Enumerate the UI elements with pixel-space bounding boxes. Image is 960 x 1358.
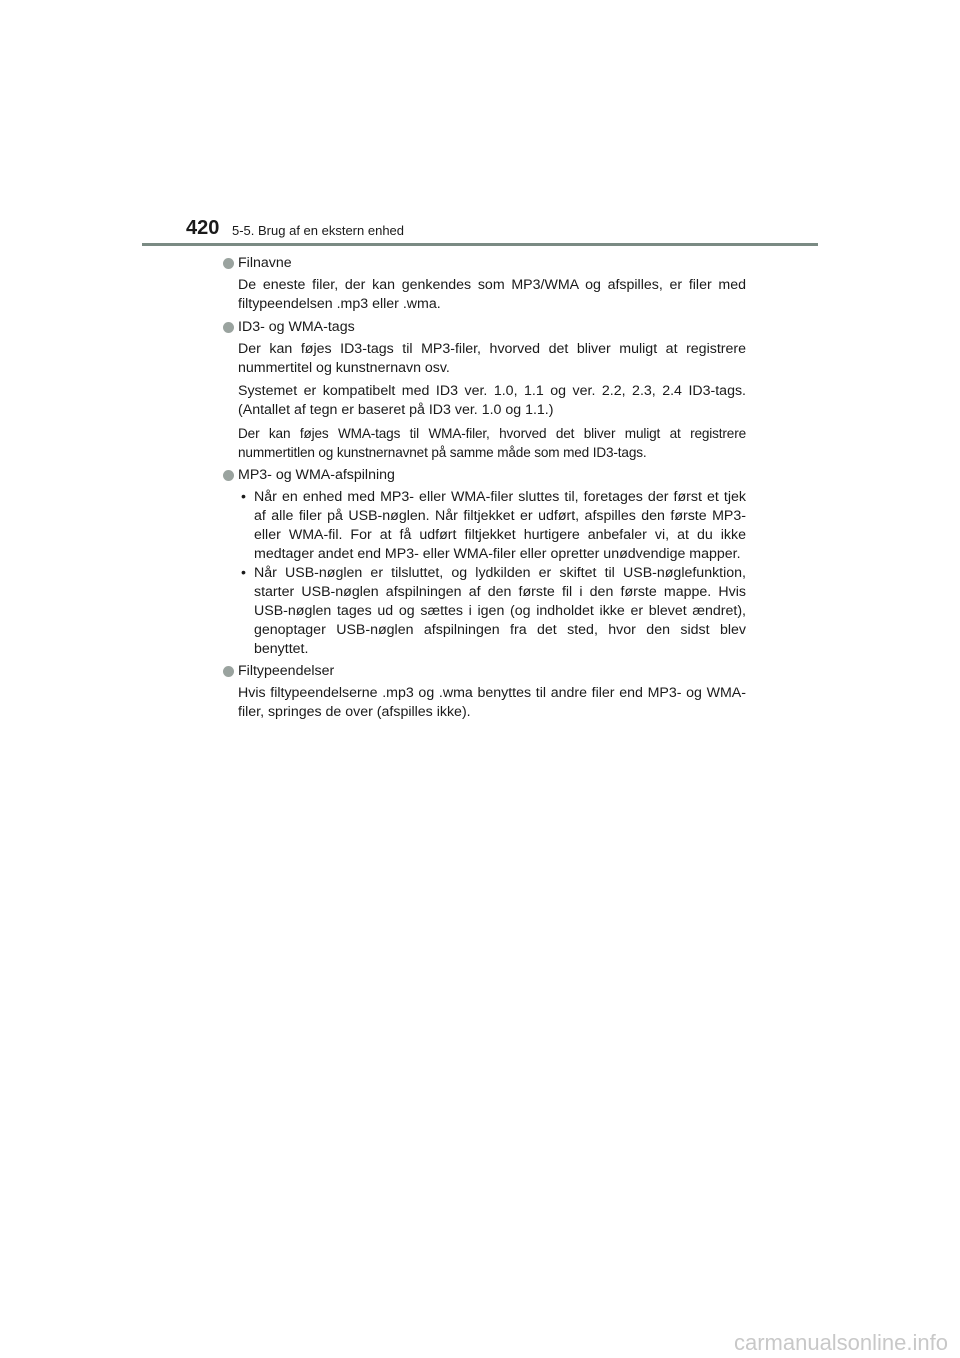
section-title: 5-5. Brug af en ekstern enhed (232, 223, 405, 238)
paragraph: Systemet er kompatibelt med ID3 ver. 1.0, 1.1 og ver. 2.2, 2.3, 2.4 ID3-tags. (Antallet af tegn er baseret på ID3 ver. 1.0 og 1.1.) (238, 383, 746, 418)
section-heading (222, 662, 746, 681)
list-bullet: • (241, 489, 246, 505)
section-heading (222, 318, 746, 337)
header-divider (142, 243, 818, 246)
section-heading-text: Filnavne (238, 255, 292, 271)
watermark: carmanualsonline.info (733, 1330, 948, 1355)
page-number: 420 (186, 217, 220, 239)
list-item (238, 488, 746, 564)
paragraph: Hvis filtypeendelserne .mp3 og .wma benyttes til andre filer end MP3- og WMA-filer, springes de over (afspilles ikke). (238, 685, 746, 720)
bullet-circle-icon (223, 666, 234, 677)
list-item-text: Når USB-nøglen er tilsluttet, og lydkilden er skiftet til USB-nøglefunktion, starter USB-nøglen afspilningen af den første fil i den første mappe. Hvis USB-nøglen tages ud og sættes i igen (og indholdet ikke er blevet ændret), genoptager USB-nøglen afspilningen fra det sted, hvor den sidst blev benyttet. (254, 565, 746, 657)
section-filtypeendelser (222, 662, 746, 722)
section-heading-text: Filtypeendelser (238, 663, 335, 679)
paragraph: Der kan føjes WMA-tags til WMA-filer, hvorved det bliver muligt at registrere nummertitlen og kunstnernavnet på samme måde som med ID3-tags. (238, 426, 746, 460)
bullet-circle-icon (223, 322, 234, 333)
bullet-circle-icon (223, 470, 234, 481)
list-bullet: • (241, 565, 246, 581)
section-heading-text: ID3- og WMA-tags (238, 319, 355, 335)
section-filnavne (222, 254, 746, 314)
sub-list (238, 488, 746, 659)
page-header (186, 216, 820, 246)
paragraph: Der kan føjes ID3-tags til MP3-filer, hvorved det bliver muligt at registrere nummertitel og kunstnernavn osv. (238, 341, 746, 376)
section-heading-text: MP3- og WMA-afspilning (238, 467, 395, 483)
bullet-circle-icon (223, 258, 234, 269)
section-mp3-wma-playback (222, 466, 746, 659)
section-heading (222, 466, 746, 485)
page-content (222, 254, 746, 725)
list-item-text: Når en enhed med MP3- eller WMA-filer sluttes til, foretages der først et tjek af alle filer på USB-nøglen. Når filtjekket er udført, afspilles den første MP3- eller WMA-fil. For at få udført filtjekket hurtigere anbefaler vi, at du ikke medtager andet end MP3- eller WMA-filer eller opretter unødvendige mapper. (254, 489, 746, 562)
section-heading (222, 254, 746, 273)
paragraph: De eneste filer, der kan genkendes som MP3/WMA og afspilles, er filer med filtypeendelsen .mp3 eller .wma. (238, 277, 746, 312)
section-id3-wma-tags (222, 318, 746, 462)
list-item (238, 564, 746, 659)
